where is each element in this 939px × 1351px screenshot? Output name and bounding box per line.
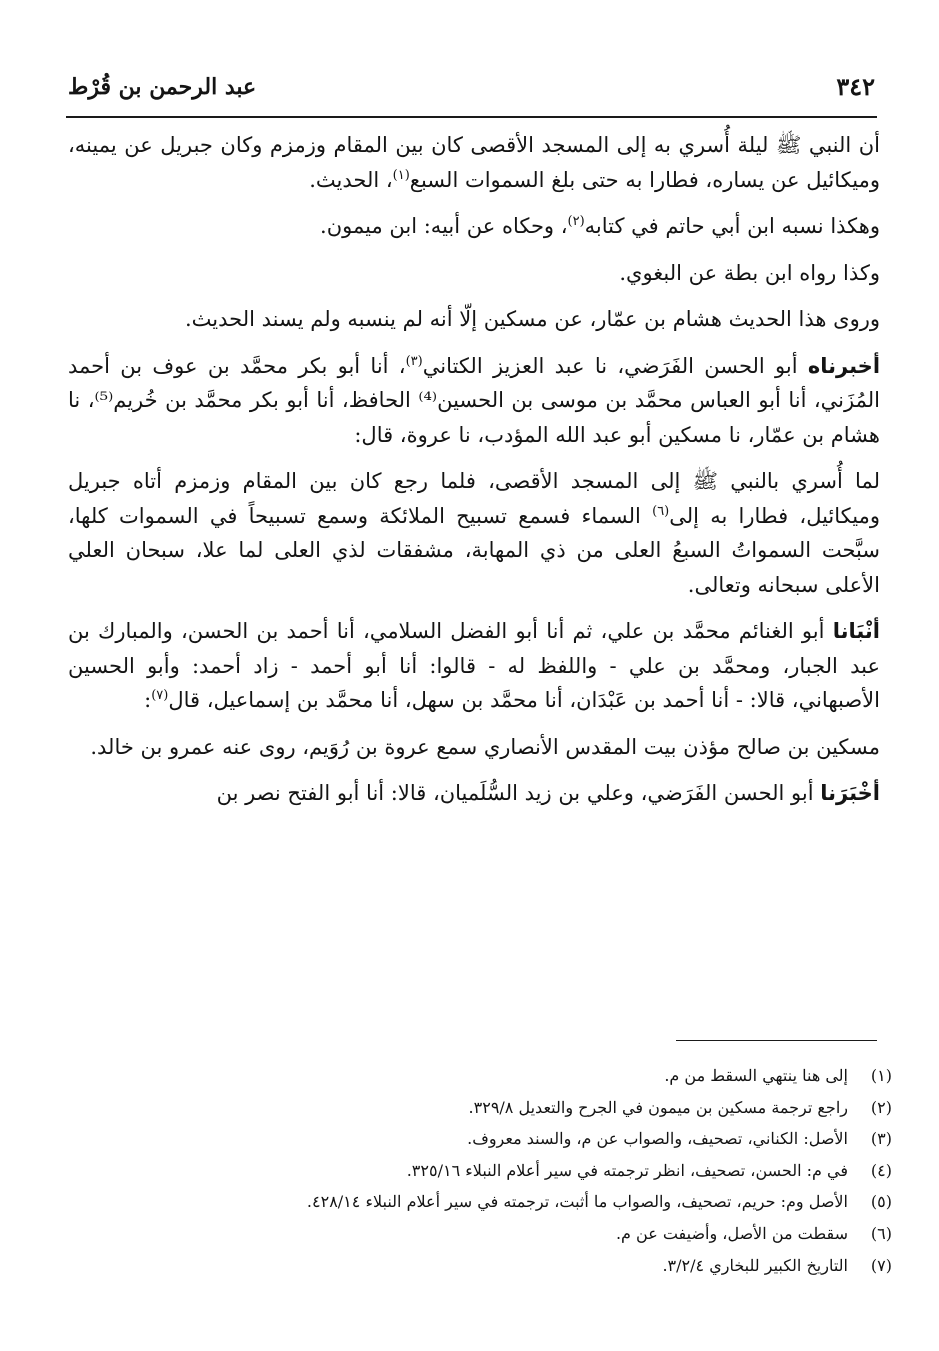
- footnotes: [200, 1060, 892, 1281]
- footnote-ref: (٣): [405, 353, 423, 369]
- footnote: [200, 1250, 892, 1282]
- footnote: [200, 1060, 892, 1092]
- paragraph-text: مسكين بن صالح مؤذن بيت المقدس الأنصاري سمع عروة بن رُوَيم، روى عنه عمرو بن خالد.: [90, 734, 880, 759]
- footnote-ref: (٧): [151, 688, 169, 703]
- paragraph-tail: :: [144, 688, 152, 712]
- paragraph: [68, 776, 880, 811]
- isnad-lead-word: أخبرناه: [807, 353, 881, 378]
- paragraph-text: أن النبي ﷺ ليلة أُسري به إلى المسجد الأقصى كان بين المقام وزمزم وكان جبريل عن يمينه، وميكائيل عن يساره، فطارا به حتى بلغ السموات السبع: [68, 133, 880, 192]
- footnote-number: (٤): [870, 1160, 892, 1180]
- paragraph-text: أبو الحسن الفَرَضي، وعلي بن زيد السُّلَميان، قالا: أنا أبو الفتح نصر بن: [216, 781, 821, 805]
- paragraph: [68, 302, 880, 337]
- isnad-lead-word: أخْبَرَنا: [820, 781, 880, 805]
- paragraph-text: وكذا رواه ابن بطة عن البغوي.: [619, 260, 880, 285]
- paragraph: [68, 128, 880, 197]
- paragraph: [68, 349, 880, 453]
- paragraph-text: وروى هذا الحديث هشام بن عمّار، عن مسكين إلّا أنه لم ينسبه ولم يسند الحديث.: [184, 307, 880, 331]
- page-number: ٣٤٢: [836, 72, 875, 101]
- paragraph: [68, 209, 880, 244]
- paragraph-tail: ، وحكاه عن أبيه: ابن ميمون.: [320, 214, 568, 238]
- paragraph-text: أبو الحسن الفَرَضي، نا عبد العزيز الكتاني: [422, 353, 808, 378]
- footnote: [200, 1218, 892, 1250]
- paragraph-text: لما أُسري بالنبي ﷺ إلى المسجد الأقصى، فلما رجع كان بين المقام وزمزم أتاه جبريل وميكائيل، فطارا به إلى: [68, 469, 880, 528]
- paragraph-tail: ، أنا أبو بكر محمَّد بن عوف بن أحمد المُزَني، أنا أبو العباس محمَّد بن موسى بن الحسين⁽⁴⁾ الحافظ، أنا أبو بكر محمَّد بن خُريم⁽⁵⁾، نا هشام بن عمّار، نا مسكين أبو عبد الله المؤدب، نا عروة، قال:: [68, 353, 880, 447]
- footnote-ref: (١): [392, 167, 410, 183]
- footnote-text: الأصل: الكناني، تصحيف، والصواب عن م، والسند معروف.: [467, 1129, 848, 1149]
- footnote-number: (٦): [870, 1223, 892, 1243]
- isnad-lead-word: أنْبَانا: [832, 619, 880, 643]
- footnote-text: إلى هنا ينتهي السقط من م.: [664, 1066, 848, 1085]
- footnote-number: (٢): [870, 1097, 892, 1117]
- footnote-text: في م: الحسن، تصحيف، انظر ترجمته في سير أعلام النبلاء ٣٢٥/١٦.: [406, 1160, 848, 1180]
- footnote-ref: (٦): [652, 503, 670, 519]
- footnote-ref: (٢): [567, 214, 585, 229]
- paragraph-text: وهكذا نسبه ابن أبي حاتم في كتابه: [584, 214, 880, 238]
- paragraph: [68, 730, 880, 765]
- footnote: [200, 1186, 892, 1218]
- main-text: [68, 128, 880, 823]
- footnote-text: راجع ترجمة مسكين بن ميمون في الجرح والتعديل ٣٢٩/٨.: [468, 1097, 848, 1117]
- paragraph: [68, 614, 880, 718]
- footnote-text: الأصل وم: حريم، تصحيف، والصواب ما أثبت، ترجمته في سير أعلام النبلاء ٤٢٨/١٤.: [306, 1192, 848, 1212]
- footnote-number: (٣): [870, 1129, 892, 1149]
- paragraph: [68, 256, 880, 291]
- footnote-number: (٧): [870, 1255, 892, 1275]
- footnote: [200, 1092, 892, 1124]
- footnote: [200, 1155, 892, 1187]
- page-header: [66, 60, 877, 118]
- paragraph-tail: السماء فسمع تسبيح الملائكة وسمع تسبيحاً في السموات كلها، سبَّحت السمواتُ السبعُ العلى من ذي المهابة، مشفقات لذي العلى لما علا، سبحان العلي الأعلى سبحانه وتعالى.: [68, 503, 880, 597]
- running-title: عبد الرحمن بن قُرْط: [68, 74, 257, 100]
- footnote-divider: [676, 1040, 877, 1041]
- footnote-number: (٥): [870, 1192, 892, 1212]
- paragraph: [68, 464, 880, 602]
- footnote-text: التاريخ الكبير للبخاري ٣/٢/٤.: [662, 1255, 848, 1275]
- footnote-text: سقطت من الأصل، وأضيفت عن م.: [615, 1223, 848, 1243]
- footnote: [200, 1123, 892, 1155]
- footnote-number: (١): [870, 1066, 892, 1085]
- paragraph-tail: ، الحديث.: [309, 167, 393, 192]
- paragraph-text: أبو الغنائم محمَّد بن علي، ثم أنا أبو الفضل السلامي، أنا أحمد بن الحسن، والمبارك بن عبد الجبار، ومحمَّد بن علي - واللفظ له - قالوا: أنا أبو أحمد - زاد أحمد: وأبو الحسين الأصبهاني، قالا: - أنا أحمد بن عَبْدَان، أنا محمَّد بن سهل، أنا محمَّد بن إسماعيل، قال: [68, 619, 880, 712]
